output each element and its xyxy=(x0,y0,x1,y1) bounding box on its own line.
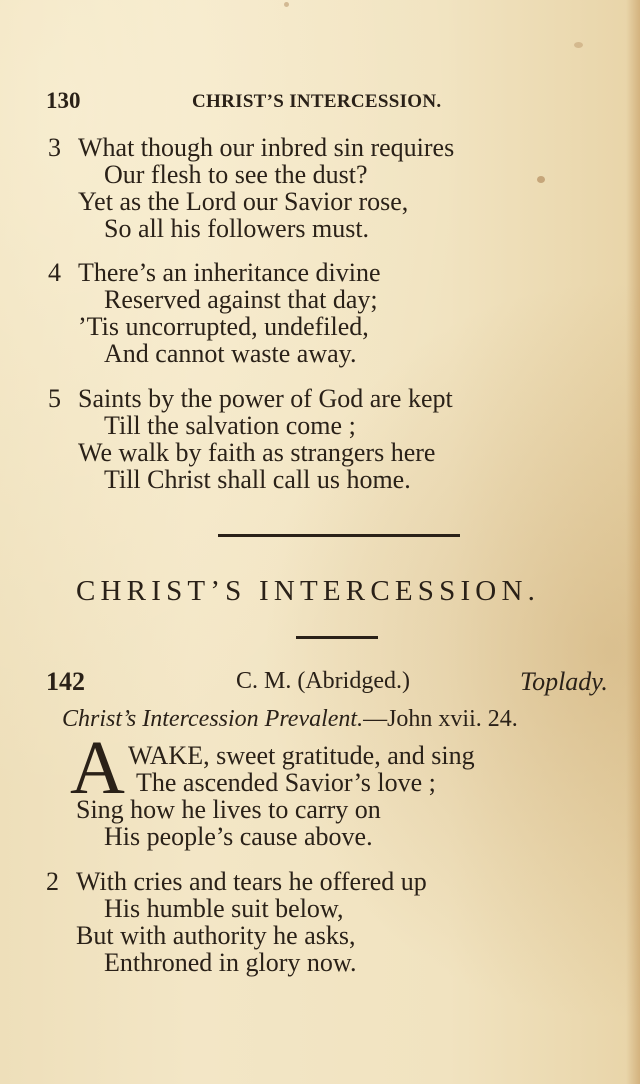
stanza-number: 5 xyxy=(48,384,61,413)
page-edge-shadow xyxy=(626,0,640,1084)
stanza-number: 2 xyxy=(46,867,59,896)
verse-line: Till Christ shall call us home. xyxy=(104,465,411,494)
drop-cap: A xyxy=(70,726,125,810)
section-title: CHRIST’S INTERCESSION. xyxy=(76,575,541,607)
verse-line: There’s an inheritance divine xyxy=(78,258,381,287)
hymn-meter: C. M. (Abridged.) xyxy=(236,668,410,694)
page-number: 130 xyxy=(46,88,81,113)
verse-line: Reserved against that day; xyxy=(104,285,378,314)
hymn-author: Toplady. xyxy=(520,667,608,696)
verse-line: Enthroned in glory now. xyxy=(104,948,357,977)
running-head: CHRIST’S INTERCESSION. xyxy=(192,91,442,112)
verse-line: And cannot waste away. xyxy=(104,339,357,368)
verse-line: With cries and tears he offered up xyxy=(76,867,427,896)
verse-line: ’Tis uncorrupted, undefiled, xyxy=(78,312,369,341)
verse-line: Sing how he lives to carry on xyxy=(76,795,381,824)
verse-line: Saints by the power of God are kept xyxy=(78,384,453,413)
verse-line: His people’s cause above. xyxy=(104,822,373,851)
stanza-number: 4 xyxy=(48,258,61,287)
ink-speck xyxy=(537,176,545,183)
ink-speck xyxy=(574,42,583,48)
verse-line: His humble suit below, xyxy=(104,894,344,923)
verse-line: But with authority he asks, xyxy=(76,921,356,950)
stanza-number: 3 xyxy=(48,133,61,162)
verse-line: WAKE, sweet gratitude, and sing xyxy=(128,741,475,770)
verse-line: What though our inbred sin requires xyxy=(78,133,455,162)
verse-line: We walk by faith as strangers here xyxy=(78,438,436,467)
ink-speck xyxy=(284,2,289,7)
scripture-reference: —John xvii. 24. xyxy=(363,706,518,732)
verse-line: Till the salvation come ; xyxy=(104,411,356,440)
hymn-subtitle xyxy=(62,706,518,733)
verse-line: Our flesh to see the dust? xyxy=(104,160,368,189)
subtitle-theme: Christ’s Intercession Prevalent. xyxy=(62,706,364,732)
section-divider-rule xyxy=(218,534,460,537)
verse-line: The ascended Savior’s love ; xyxy=(136,768,436,797)
verse-line: Yet as the Lord our Savior rose, xyxy=(78,187,409,216)
hymn-number: 142 xyxy=(46,667,85,696)
verse-line: So all his followers must. xyxy=(104,214,370,243)
title-underline-rule xyxy=(296,636,378,639)
